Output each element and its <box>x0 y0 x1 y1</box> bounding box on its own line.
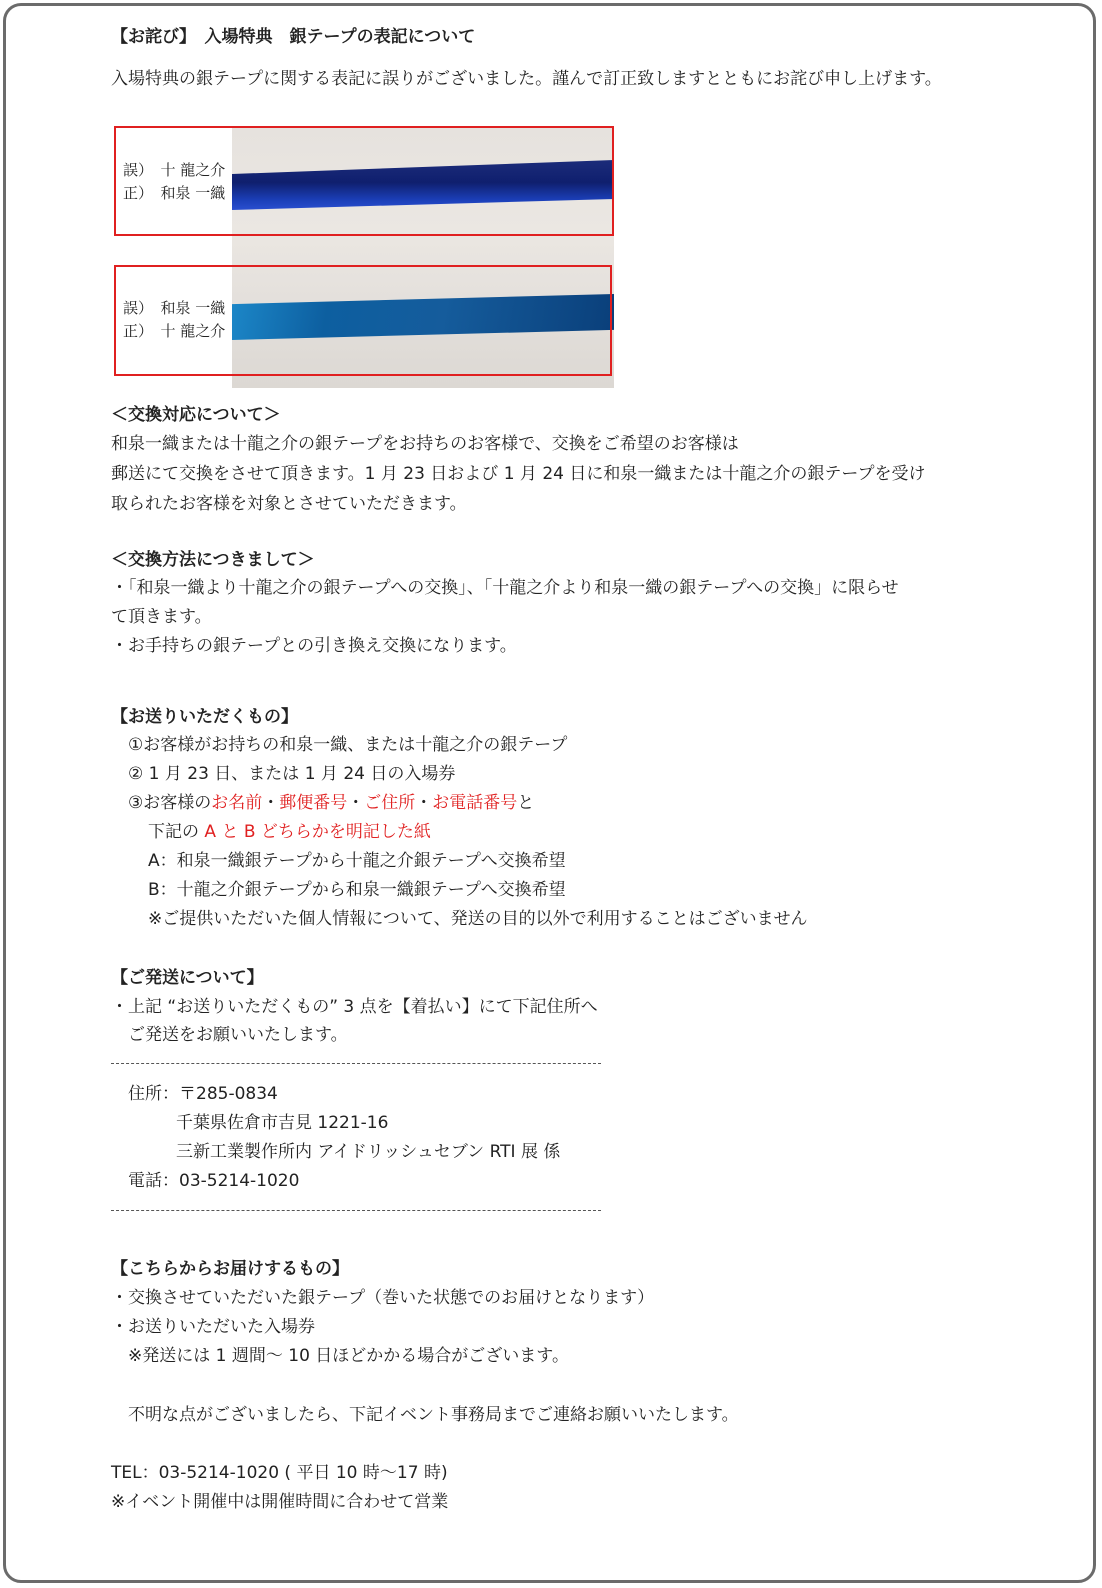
correction-2-wrong: 誤） 和泉 一織 <box>123 299 226 317</box>
correction-box-1 <box>114 126 614 236</box>
send-item-1: ①お客様がお持ちの和泉一織、または十龍之介の銀テープ <box>128 735 568 755</box>
shipping-heading: 【ご発送について】 <box>111 968 264 988</box>
method-line: ・お手持ちの銀テープとの引き換え交換になります。 <box>111 636 517 656</box>
option-a: A：和泉一織銀テープから十龍之介銀テープへ交換希望 <box>148 851 566 871</box>
address-line: 三新工業製作所内 アイドリッシュセブン RTI 展 係 <box>176 1142 561 1162</box>
address-label: 住所：〒285-0834 <box>128 1084 278 1104</box>
correction-2-correct: 正） 十 龍之介 <box>123 322 226 340</box>
shipping-line: ・上記 “お送りいただくもの” 3 点を【着払い】にて下記住所へ <box>111 997 598 1017</box>
exchange-line: 郵送にて交換をさせて頂きます。1 月 23 日および 1 月 24 日に和泉一織または十龍之介の銀テープを受け <box>111 464 926 484</box>
divider <box>111 1210 601 1211</box>
contact-line: 不明な点がございましたら、下記イベント事務局までご連絡お願いいたします。 <box>128 1405 739 1425</box>
shipping-line: ご発送をお願いいたします。 <box>128 1025 348 1045</box>
delivery-line: ・交換させていただいた銀テープ（巻いた状態でのお届けとなります） <box>111 1288 655 1308</box>
address-line: 千葉県佐倉市吉見 1221-16 <box>176 1113 389 1133</box>
option-b: B：十龍之介銀テープから和泉一織銀テープへ交換希望 <box>148 880 566 900</box>
exchange-line: 和泉一織または十龍之介の銀テープをお持ちのお客様で、交換をご希望のお客様は <box>111 434 739 454</box>
correction-1-correct: 正） 和泉 一織 <box>123 184 226 202</box>
send-item-3-detail: 下記の A と B どちらかを明記した紙 <box>148 822 431 842</box>
delivery-heading: 【こちらからお届けするもの】 <box>111 1259 349 1279</box>
privacy-note: ※ご提供いただいた個人情報について、発送の目的以外で利用することはございません <box>148 909 808 929</box>
contact-note: ※イベント開催中は開催時間に合わせて営業 <box>111 1492 449 1512</box>
method-line: て頂きます。 <box>111 607 212 627</box>
exchange-heading: ＜交換対応について＞ <box>111 405 281 425</box>
correction-1-wrong: 誤） 十 龍之介 <box>123 161 226 179</box>
send-item-3: ③お客様のお名前・郵便番号・ご住所・お電話番号と <box>128 793 535 813</box>
delivery-line: ・お送りいただいた入場券 <box>111 1317 315 1337</box>
divider <box>111 1063 601 1064</box>
intro-text: 入場特典の銀テープに関する表記に誤りがございました。謹んで訂正致しますとともにお詫び申し上げます。 <box>111 69 942 89</box>
contact-tel: TEL：03-5214-1020 ( 平日 10 時～17 時) <box>111 1463 448 1483</box>
method-heading: ＜交換方法につきまして＞ <box>111 550 315 570</box>
method-line: ・「和泉一織より十龍之介の銀テープへの交換」、「十龍之介より和泉一織の銀テープへの交換」に限らせ <box>111 578 899 598</box>
delivery-note: ※発送には 1 週間～ 10 日ほどかかる場合がございます。 <box>128 1346 569 1366</box>
send-items-heading: 【お送りいただくもの】 <box>111 707 298 727</box>
phone-number: 電話：03-5214-1020 <box>128 1171 300 1191</box>
send-item-2: ② 1 月 23 日、または 1 月 24 日の入場券 <box>128 764 456 784</box>
exchange-line: 取られたお客様を対象とさせていただきます。 <box>111 494 467 514</box>
page-title: 【お詫び】 入場特典 銀テープの表記について <box>111 27 476 47</box>
